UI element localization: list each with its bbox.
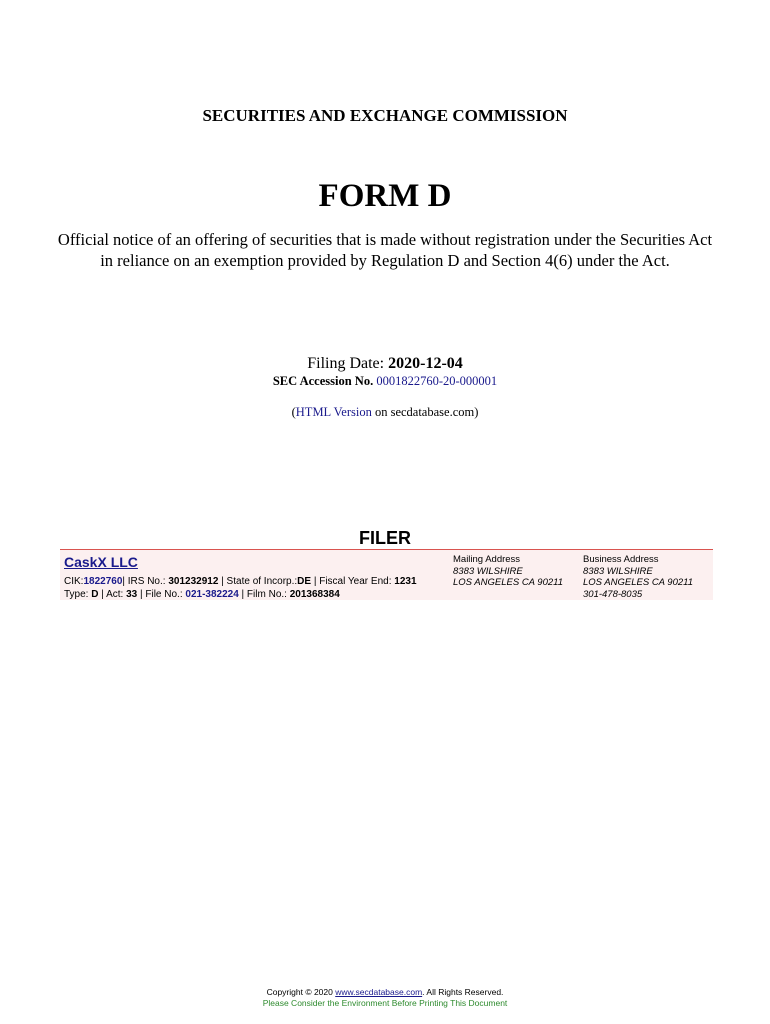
html-version-note xyxy=(0,405,770,420)
film-label: | Film No.: xyxy=(238,589,290,600)
mailing-address-line1: 8383 WILSHIRE xyxy=(453,565,523,577)
state-value: DE xyxy=(297,576,312,587)
copyright-suffix: . All Rights Reserved. xyxy=(422,987,504,997)
html-version-suffix: on secdatabase.com) xyxy=(371,405,479,419)
file-number-link[interactable]: 021-382224 xyxy=(185,589,239,600)
cik-label: CIK: xyxy=(64,576,84,587)
business-phone: 301-478-8035 xyxy=(583,588,643,600)
copyright-prefix: Copyright © 2020 xyxy=(266,987,336,997)
accession-number xyxy=(0,374,770,389)
cik-link[interactable]: 1822760 xyxy=(83,576,123,587)
copyright-line xyxy=(0,987,770,998)
filing-date-value: 2020-12-04 xyxy=(388,355,463,372)
accession-link[interactable]: 0001822760-20-000001 xyxy=(376,374,498,388)
environment-note: Please Consider the Environment Before Printing This Document xyxy=(262,998,508,1008)
filing-date-label: Filing Date: xyxy=(307,355,385,372)
fye-label: | Fiscal Year End: xyxy=(311,576,395,587)
html-version-link[interactable]: HTML Version xyxy=(295,405,372,419)
act-label: | Act: xyxy=(98,589,127,600)
state-label: | State of Incorp.: xyxy=(218,576,298,587)
business-address-line1: 8383 WILSHIRE xyxy=(583,565,653,577)
filer-heading: FILER xyxy=(359,528,411,548)
mailing-address xyxy=(453,554,563,589)
type-value: D xyxy=(91,589,99,600)
filer-info-line-1 xyxy=(64,576,417,587)
agency-title: SECURITIES AND EXCHANGE COMMISSION xyxy=(202,106,568,125)
offering-notice: Official notice of an offering of securities that is made without registration under the Securities Act in reliance on an exemption provided by Regulation D and Section 4(6) under the Act. xyxy=(57,230,713,270)
type-label: Type: xyxy=(64,589,92,600)
filer-info-line-2 xyxy=(64,589,340,600)
business-address-line2: LOS ANGELES CA 90211 xyxy=(583,577,694,588)
filing-date xyxy=(0,355,770,373)
fye-value: 1231 xyxy=(394,576,417,587)
filer-panel xyxy=(60,550,713,600)
accession-label: SEC Accession No. xyxy=(272,374,374,388)
irs-label: | IRS No.: xyxy=(122,576,169,587)
mailing-address-title: Mailing Address xyxy=(453,554,521,565)
html-version-prefix: ( xyxy=(291,405,296,419)
file-label: | File No.: xyxy=(137,589,186,600)
business-address-title: Business Address xyxy=(583,554,659,565)
footer xyxy=(0,987,770,1009)
irs-value: 301232912 xyxy=(168,576,219,587)
business-address xyxy=(583,554,693,600)
form-title: FORM D xyxy=(318,178,452,214)
footer-site-link[interactable]: www.secdatabase.com xyxy=(335,987,423,997)
mailing-address-line2: LOS ANGELES CA 90211 xyxy=(453,577,564,588)
act-value: 33 xyxy=(126,589,138,600)
film-value: 201368384 xyxy=(289,589,340,600)
company-name-link[interactable]: CaskX LLC xyxy=(64,554,138,570)
